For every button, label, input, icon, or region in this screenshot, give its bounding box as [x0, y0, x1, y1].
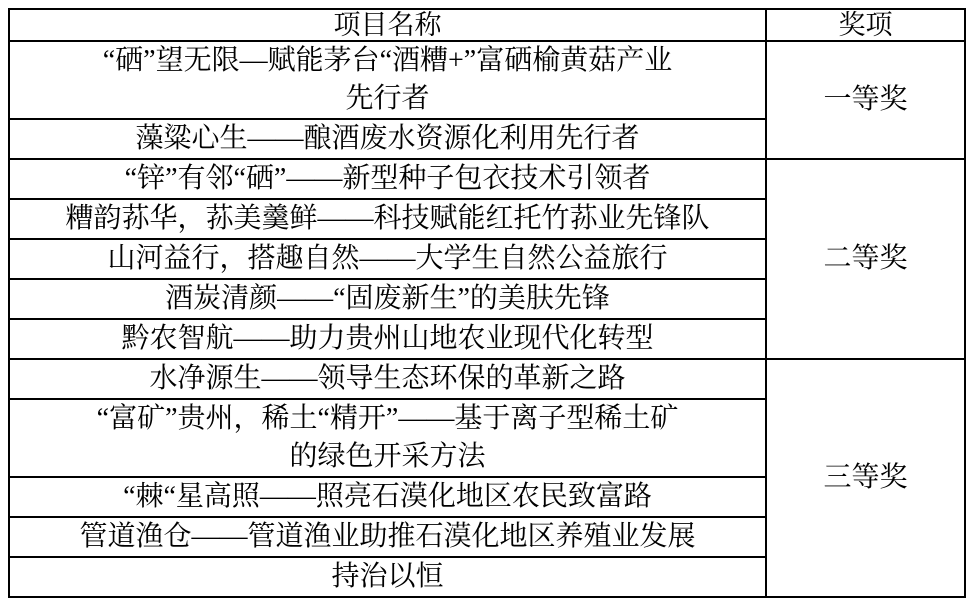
award-cell: 三等奖	[766, 359, 965, 597]
project-cell	[9, 319, 766, 359]
project-name-header: 项目名称	[9, 9, 766, 41]
project-line: 藻粱心生——酿酒废水资源化利用先行者	[135, 123, 640, 154]
project-line: “富矿”贵州，稀土“精开”——基于离子型稀土矿	[96, 403, 679, 434]
project-cell	[9, 199, 766, 239]
table-row	[9, 359, 965, 399]
project-cell	[9, 279, 766, 319]
project-line: 山河益行，搭趣自然——大学生自然公益旅行	[107, 243, 668, 274]
project-cell	[9, 159, 766, 199]
project-cell	[9, 359, 766, 399]
project-line: “锌”有邻“硒”——新型种子包衣技术引领者	[124, 163, 651, 194]
award-cell: 一等奖	[766, 41, 965, 159]
award-cell: 二等奖	[766, 159, 965, 359]
project-line: 管道渔仓——管道渔业助推石漠化地区养殖业发展	[79, 521, 696, 552]
project-line: “硒”望无限—赋能茅台“酒糟+”富硒榆黄菇产业	[102, 45, 673, 76]
project-cell	[9, 119, 766, 159]
project-cell	[9, 517, 766, 557]
awards-table-body	[9, 41, 965, 597]
awards-table	[8, 8, 966, 598]
project-line: 黔农智航——助力贵州山地农业现代化转型	[121, 323, 654, 354]
project-line: 酒炭清颜——“固废新生”的美肤先锋	[165, 283, 610, 314]
award-header: 奖项	[766, 9, 965, 41]
project-line: 糟韵荪华，荪美羹鲜——科技赋能红托竹荪业先锋队	[65, 203, 710, 234]
project-cell	[9, 399, 766, 477]
table-row	[9, 41, 965, 119]
project-line: 先行者	[345, 83, 430, 114]
table-row	[9, 159, 965, 199]
project-cell	[9, 239, 766, 279]
project-line: 水净源生——领导生态环保的革新之路	[149, 363, 626, 394]
table-header-row	[9, 9, 965, 41]
project-line: 持治以恒	[331, 561, 444, 592]
project-cell	[9, 557, 766, 597]
project-cell	[9, 477, 766, 517]
project-line: “棘“星高照——照亮石漠化地区农民致富路	[123, 481, 652, 512]
project-cell	[9, 41, 766, 119]
project-line: 的绿色开采方法	[289, 441, 486, 472]
